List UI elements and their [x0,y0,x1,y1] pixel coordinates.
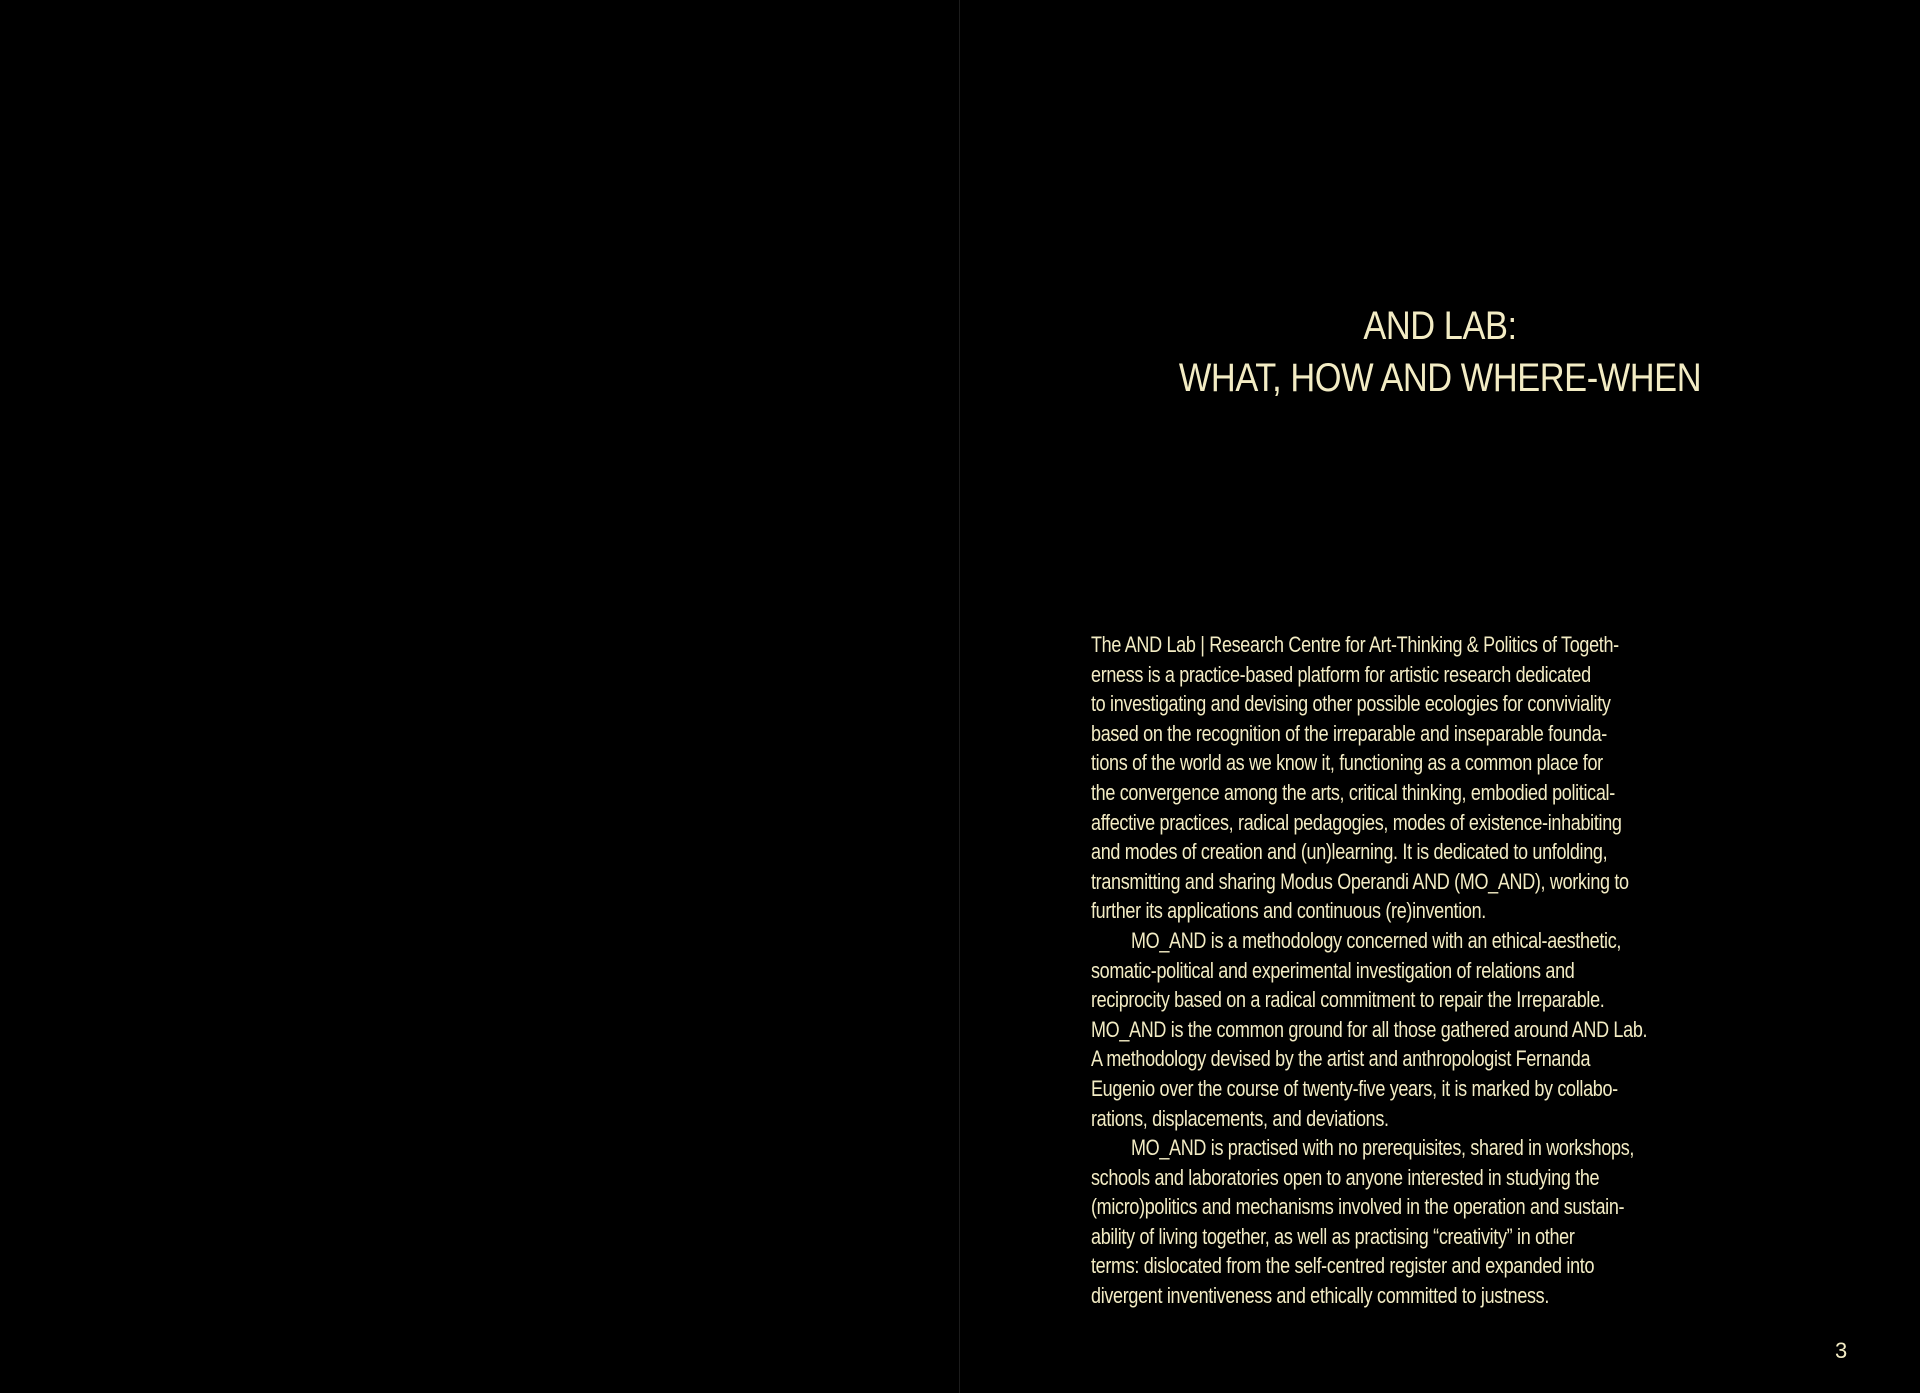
body-line: (micro)politics and mechanisms involved in the operation and sustain- [1091,1194,1625,1220]
body-line: reciprocity based on a radical commitment to repair the Irreparable. [1091,987,1605,1013]
chapter-title-line-1: AND LAB: [1363,304,1517,348]
body-line: somatic-political and experimental investigation of relations and [1091,957,1575,983]
left-page-blank [0,0,959,1393]
body-line: the convergence among the arts, critical thinking, embodied political- [1091,779,1615,805]
body-line: and modes of creation and (un)learning. It is dedicated to unfolding, [1091,839,1608,865]
page-number: 3 [1835,1338,1848,1363]
body-line-indented: MO_AND is practised with no prerequisites, shared in workshops, [1131,1135,1635,1161]
body-line: ability of living together, as well as practising “creativity” in other [1091,1223,1575,1249]
body-line: based on the recognition of the irreparable and inseparable founda- [1091,720,1607,746]
body-line: erness is a practice-based platform for artistic research dedicated [1091,661,1591,687]
body-line: schools and laboratories open to anyone interested in studying the [1091,1164,1600,1190]
body-line: transmitting and sharing Modus Operandi AND (MO_AND), working to [1091,868,1629,894]
body-line: rations, displacements, and deviations. [1091,1105,1389,1131]
chapter-title [1027,300,1853,404]
body-line: affective practices, radical pedagogies, modes of existence-inhabiting [1091,809,1622,835]
body-line: tions of the world as we know it, functioning as a common place for [1091,750,1603,776]
body-line: A methodology devised by the artist and anthropologist Fernanda [1091,1046,1591,1072]
chapter-title-line-2: WHAT, HOW AND WHERE-WHEN [1178,356,1702,400]
body-line: to investigating and devising other possible ecologies for conviviality [1091,691,1611,717]
body-line: divergent inventiveness and ethically committed to justness. [1091,1283,1550,1309]
body-line: terms: dislocated from the self-centred register and expanded into [1091,1253,1595,1279]
body-line: Eugenio over the course of twenty-five years, it is marked by collabo- [1091,1075,1618,1101]
body-line-indented: MO_AND is a methodology concerned with an ethical-aesthetic, [1131,927,1622,953]
right-page [960,0,1920,1393]
body-line: The AND Lab | Research Centre for Art-Thinking & Politics of Togeth- [1091,632,1619,657]
body-line: MO_AND is the common ground for all those gathered around AND Lab. [1091,1016,1648,1042]
body-text [1091,630,1715,1311]
body-line: further its applications and continuous (re)invention. [1091,898,1486,924]
